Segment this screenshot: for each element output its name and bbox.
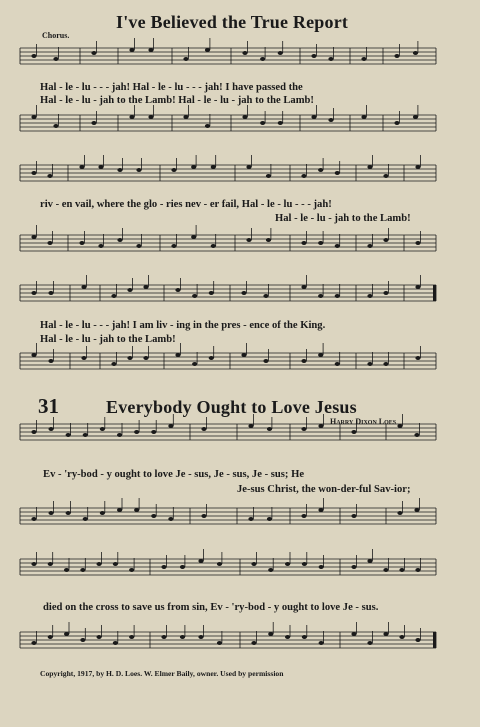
note-head: [246, 165, 251, 169]
note-head: [415, 638, 420, 642]
note-head: [251, 641, 256, 645]
note-head: [263, 294, 268, 298]
note-head: [335, 171, 340, 175]
note-head: [301, 514, 306, 518]
note-head: [81, 285, 86, 289]
note-head: [98, 165, 103, 169]
note-head: [351, 430, 356, 434]
note-head: [211, 244, 216, 248]
note-head: [394, 121, 399, 125]
note-head: [263, 359, 268, 363]
note-head: [209, 291, 214, 295]
note-head: [301, 285, 306, 289]
note-head: [191, 235, 196, 239]
note-head: [117, 508, 122, 512]
note-head: [53, 124, 58, 128]
note-head: [415, 568, 420, 572]
note-head: [143, 285, 148, 289]
note-head: [415, 165, 420, 169]
note-head: [134, 508, 139, 512]
note-head: [242, 115, 247, 119]
note-head: [361, 115, 366, 119]
note-head: [267, 517, 272, 521]
note-head: [31, 115, 36, 119]
note-head: [79, 165, 84, 169]
note-head: [191, 165, 196, 169]
note-head: [175, 353, 180, 357]
note-head: [151, 430, 156, 434]
note-head: [171, 168, 176, 172]
note-head: [148, 115, 153, 119]
note-head: [318, 168, 323, 172]
note-head: [64, 568, 69, 572]
hymn1-lyric-line-2: Hal - le - lu - jah to the Lamb! Hal - le - lu - jah to the Lamb!: [40, 95, 314, 106]
note-head: [217, 562, 222, 566]
note-head: [268, 632, 273, 636]
note-head: [319, 565, 324, 569]
note-head: [278, 121, 283, 125]
note-head: [367, 559, 372, 563]
note-head: [31, 430, 36, 434]
note-head: [383, 568, 388, 572]
note-head: [217, 641, 222, 645]
note-head: [97, 635, 102, 639]
hymn2-lyric-line-1: Ev - 'ry-bod - y ought to love Je - sus, Je - sus, Je - sus; He: [43, 469, 305, 480]
note-head: [302, 562, 307, 566]
note-head: [111, 294, 116, 298]
note-head: [31, 235, 36, 239]
composer: Harry Dixon Loes: [330, 417, 397, 426]
note-head: [129, 48, 134, 52]
note-head: [48, 359, 53, 363]
note-head: [383, 362, 388, 366]
note-head: [414, 433, 419, 437]
note-head: [301, 174, 306, 178]
note-head: [64, 632, 69, 636]
note-head: [81, 356, 86, 360]
note-head: [183, 57, 188, 61]
note-head: [129, 568, 134, 572]
note-head: [248, 424, 253, 428]
note-head: [171, 244, 176, 248]
hymn1-lyric-line-3: riv - en vail, where the glo - ries nev - er fail, Hal - le - lu - - - jah!: [40, 199, 332, 210]
note-head: [335, 362, 340, 366]
note-head: [367, 294, 372, 298]
note-head: [47, 174, 52, 178]
note-head: [201, 514, 206, 518]
note-head: [251, 562, 256, 566]
note-head: [117, 238, 122, 242]
note-head: [211, 165, 216, 169]
note-head: [66, 511, 71, 515]
note-head: [98, 244, 103, 248]
note-head: [80, 568, 85, 572]
note-head: [129, 635, 134, 639]
note-head: [48, 562, 53, 566]
chorus-label: Chorus.: [42, 31, 70, 40]
note-head: [301, 359, 306, 363]
note-head: [242, 51, 247, 55]
note-head: [241, 353, 246, 357]
hymn1-lyric-line-1: Hal - le - lu - - - jah! Hal - le - lu - - - jah! I have passed the: [40, 82, 303, 93]
note-head: [351, 565, 356, 569]
note-head: [53, 57, 58, 61]
note-head: [318, 353, 323, 357]
note-head: [31, 291, 36, 295]
hymn1-title: I've Believed the True Report: [116, 12, 349, 32]
note-head: [168, 517, 173, 521]
hymn2-number: 31: [38, 394, 59, 418]
note-head: [111, 362, 116, 366]
note-head: [318, 294, 323, 298]
note-head: [201, 427, 206, 431]
note-head: [113, 641, 118, 645]
note-head: [113, 562, 118, 566]
note-head: [367, 244, 372, 248]
note-head: [198, 559, 203, 563]
note-head: [134, 430, 139, 434]
note-head: [383, 632, 388, 636]
note-head: [367, 641, 372, 645]
note-head: [266, 174, 271, 178]
note-head: [311, 115, 316, 119]
note-head: [100, 511, 105, 515]
note-head: [399, 568, 404, 572]
note-head: [161, 635, 166, 639]
note-head: [180, 565, 185, 569]
hymn2-title: Everybody Ought to Love Jesus: [106, 397, 357, 417]
note-head: [367, 165, 372, 169]
final-barline: [433, 632, 436, 648]
note-head: [66, 433, 71, 437]
note-head: [367, 362, 372, 366]
note-head: [318, 424, 323, 428]
note-head: [48, 291, 53, 295]
note-head: [31, 353, 36, 357]
note-head: [31, 517, 36, 521]
note-head: [248, 517, 253, 521]
hymn1-lyric-line-6: Hal - le - lu - jah to the Lamb!: [40, 334, 176, 345]
note-head: [351, 632, 356, 636]
note-head: [97, 562, 102, 566]
note-head: [205, 124, 210, 128]
note-head: [48, 635, 53, 639]
note-head: [127, 288, 132, 292]
note-head: [205, 48, 210, 52]
note-head: [301, 241, 306, 245]
note-head: [161, 565, 166, 569]
hymn1-lyric-line-5: Hal - le - lu - - - jah! I am liv - ing in the pres - ence of the King.: [40, 320, 326, 331]
note-head: [129, 115, 134, 119]
note-head: [47, 241, 52, 245]
note-head: [383, 238, 388, 242]
note-head: [318, 241, 323, 245]
note-head: [117, 433, 122, 437]
note-head: [413, 115, 418, 119]
note-head: [328, 57, 333, 61]
note-head: [328, 118, 333, 122]
note-head: [83, 517, 88, 521]
note-head: [278, 51, 283, 55]
note-head: [397, 511, 402, 515]
final-barline: [433, 285, 436, 301]
note-head: [168, 424, 173, 428]
note-head: [319, 641, 324, 645]
note-head: [415, 285, 420, 289]
note-head: [311, 54, 316, 58]
note-head: [79, 241, 84, 245]
note-head: [285, 562, 290, 566]
note-head: [192, 294, 197, 298]
note-head: [143, 356, 148, 360]
note-head: [241, 291, 246, 295]
note-head: [268, 568, 273, 572]
note-head: [136, 168, 141, 172]
hymn2-lyric-line-3: died on the cross to save us from sin, Ev - 'ry-bod - y ought to love Je - sus.: [43, 602, 379, 613]
note-head: [31, 641, 36, 645]
copyright-notice: Copyright, 1917, by H. D. Loes. W. Elmer Baily, owner. Used by permission: [40, 669, 284, 678]
note-head: [413, 51, 418, 55]
note-head: [117, 168, 122, 172]
note-head: [151, 514, 156, 518]
note-head: [415, 241, 420, 245]
note-head: [83, 433, 88, 437]
hymn2-lyric-line-2: Je-sus Christ, the won-der-ful Sav-ior;: [237, 484, 411, 495]
note-head: [335, 244, 340, 248]
note-head: [127, 356, 132, 360]
note-head: [383, 174, 388, 178]
note-head: [260, 57, 265, 61]
note-head: [49, 427, 54, 431]
note-head: [302, 635, 307, 639]
note-head: [361, 57, 366, 61]
note-head: [260, 121, 265, 125]
note-head: [31, 562, 36, 566]
note-head: [198, 635, 203, 639]
note-head: [246, 238, 251, 242]
note-head: [415, 356, 420, 360]
note-head: [91, 51, 96, 55]
note-head: [31, 171, 36, 175]
note-head: [351, 514, 356, 518]
note-head: [183, 115, 188, 119]
note-head: [148, 48, 153, 52]
note-head: [414, 508, 419, 512]
note-head: [91, 121, 96, 125]
note-head: [100, 427, 105, 431]
note-head: [267, 427, 272, 431]
note-head: [301, 427, 306, 431]
note-head: [383, 291, 388, 295]
note-head: [266, 238, 271, 242]
note-head: [80, 638, 85, 642]
note-head: [31, 54, 36, 58]
note-head: [397, 424, 402, 428]
note-head: [285, 635, 290, 639]
hymn1-lyric-line-4: Hal - le - lu - jah to the Lamb!: [275, 213, 411, 224]
note-head: [49, 511, 54, 515]
note-head: [399, 635, 404, 639]
note-head: [335, 294, 340, 298]
note-head: [180, 635, 185, 639]
note-head: [394, 54, 399, 58]
note-head: [318, 508, 323, 512]
note-head: [175, 288, 180, 292]
note-head: [192, 362, 197, 366]
note-head: [136, 244, 141, 248]
note-head: [209, 356, 214, 360]
